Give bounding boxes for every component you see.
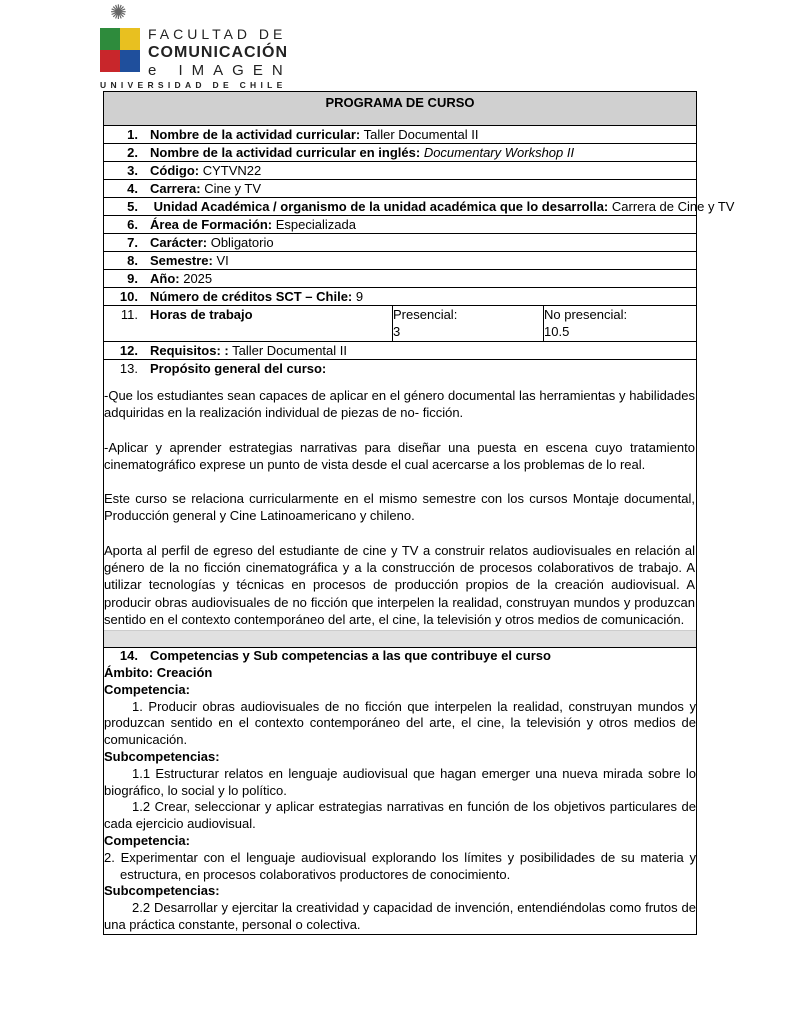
purpose-paragraph: -Aplicar y aprender estrategias narrativas para diseñar una puesta en escena cuyo tratamiento cinematográfico exprese un punto de vista desde el cual acercarse a los problemas de lo real. [104, 439, 695, 472]
row-value: 9 [352, 289, 364, 304]
row-number: 11. [120, 307, 138, 322]
subcompetency-1-1: 1.1 Estructurar relatos en lenguaje audiovisual que hagan emerger una nueva mirada sobre lo biográfico, lo social y lo político. [104, 765, 696, 798]
row-value: CYTVN22 [199, 163, 262, 178]
row-number: 12. [119, 343, 138, 358]
row-number: 5. [127, 199, 138, 214]
document-title [104, 92, 696, 126]
no-presencial-label: No presencial: [544, 307, 628, 322]
section-heading: Propósito general del curso: [150, 361, 327, 376]
row-number: 3. [127, 163, 138, 178]
purpose-paragraph: -Que los estudiantes sean capaces de aplicar en el género documental las herramientas y habilidades adquiridas en la realización individual de piezas de no- ficción. [104, 388, 695, 421]
row-10 [104, 288, 696, 306]
row-label: Año: [150, 271, 180, 286]
row-number: 9. [127, 271, 138, 286]
row-value: 2025 [179, 271, 213, 286]
row-value: Taller Documental II [228, 343, 347, 358]
row-number: 10. [119, 289, 138, 304]
ambito-label: Ámbito: Creación [104, 665, 213, 681]
row-value: Especializada [272, 217, 356, 232]
competency-2: 2. Experimentar con el lenguaje audiovisual explorando los límites y posibilidades de su materia y estructura, en procesos colaborativos productores de conocimiento. [104, 849, 696, 882]
no-presencial-value: 10.5 [544, 324, 570, 339]
row-value: VI [212, 253, 229, 268]
row-2 [104, 144, 696, 162]
subcompetency-2-2: 2.2 Desarrollar y ejercitar la creatividad y capacidad de invención, entendiéndolas como frutos de una práctica constante, personal o colectiva. [104, 900, 696, 933]
row-label: Requisitos: : [150, 343, 229, 358]
purpose-paragraph: Este curso se relaciona curricularmente en el mismo semestre con los cursos Montaje documental, Producción general y Cine Latinoamericano y chileno. [104, 491, 695, 524]
row-value: Carrera de Cine y TV [608, 199, 735, 214]
section-number: 14. [119, 648, 138, 664]
row-label: Número de créditos SCT – Chile: [150, 289, 353, 304]
section-divider [104, 630, 696, 648]
presencial-value: 3 [393, 324, 401, 339]
competency-1: 1. Producir obras audiovisuales de no ficción que interpelen la realidad, construyan mundos y produzcan sentido en el contexto contemporáneo del arte, el cine, la televisión y otros medios de comunicación. [104, 698, 696, 748]
subcompetency-1-2: 1.2 Crear, seleccionar y aplicar estrategias narrativas en función de los objetivos particulares de cada ejercicio audiovisual. [104, 799, 696, 832]
logo-line-4: UNIVERSIDAD DE CHILE [100, 80, 287, 90]
logo-line-3: e IMAGEN [148, 62, 292, 79]
sun-emblem-icon: ✺ [110, 2, 127, 24]
row-number: 4. [127, 181, 138, 196]
logo-line-1: FACULTAD DE [148, 26, 287, 42]
subcompetency-label: Subcompetencias: [104, 883, 220, 899]
row-3 [104, 162, 696, 180]
course-program-table [103, 91, 735, 935]
title-text: PROGRAMA DE CURSO [325, 95, 475, 110]
row-7 [104, 234, 696, 252]
row-5 [104, 198, 735, 216]
row-6 [104, 216, 696, 234]
row-label: Nombre de la actividad curricular en inglés: [150, 145, 421, 160]
row-9 [104, 270, 696, 288]
row-8 [104, 252, 696, 270]
row-work-hours [104, 306, 696, 342]
row-1 [104, 126, 696, 144]
row-4 [104, 180, 696, 198]
purpose-paragraph: Aporta al perfil de egreso del estudiante de cine y TV a construir relatos audiovisuales en relación al género de la no ficción cinematográfica y a la construcción de procesos colaborativos de trabajo. A utilizar tecnologías y técnicas en procesos de producción propios de la creación audiovisual. A producir obras audiovisuales de no ficción que interpelen la realidad, construyan mundos y produzcan sentido en el contexto contemporáneo del arte, el cine, la televisión y otros medios de comunicación. [104, 542, 695, 627]
competency-label: Competencia: [104, 833, 190, 849]
row-number: 2. [127, 145, 138, 160]
row-number: 8. [127, 253, 138, 268]
row-label: Nombre de la actividad curricular: [150, 127, 361, 142]
row-label: Área de Formación: [150, 217, 273, 232]
competency-label: Competencia: [104, 681, 190, 697]
row-requirements [104, 342, 696, 360]
row-label: Semestre: [150, 253, 213, 268]
row-value: Cine y TV [200, 181, 262, 196]
row-value: Documentary Workshop II [420, 145, 575, 160]
logo-line-2: COMUNICACIÓN [148, 44, 288, 61]
row-value: Taller Documental II [360, 127, 479, 142]
section-purpose [104, 360, 696, 648]
presencial-label: Presencial: [393, 307, 458, 322]
section-number: 13. [119, 361, 138, 376]
subcompetency-label: Subcompetencias: [104, 749, 220, 765]
row-label: Código: [150, 163, 200, 178]
university-shield-icon [100, 28, 140, 72]
section-competencies [104, 648, 696, 934]
section-heading: Competencias y Sub competencias a las que contribuye el curso [150, 648, 551, 664]
row-label: Carácter: [150, 235, 208, 250]
row-number: 6. [127, 217, 138, 232]
faculty-logo [100, 2, 290, 90]
row-number: 1. [127, 127, 138, 142]
row-number: 7. [127, 235, 138, 250]
row-label: Unidad Académica / organismo de la unidad académica que lo desarrolla: [150, 199, 609, 214]
row-label: Horas de trabajo [150, 307, 253, 322]
row-value: Obligatorio [207, 235, 274, 250]
row-label: Carrera: [150, 181, 201, 196]
